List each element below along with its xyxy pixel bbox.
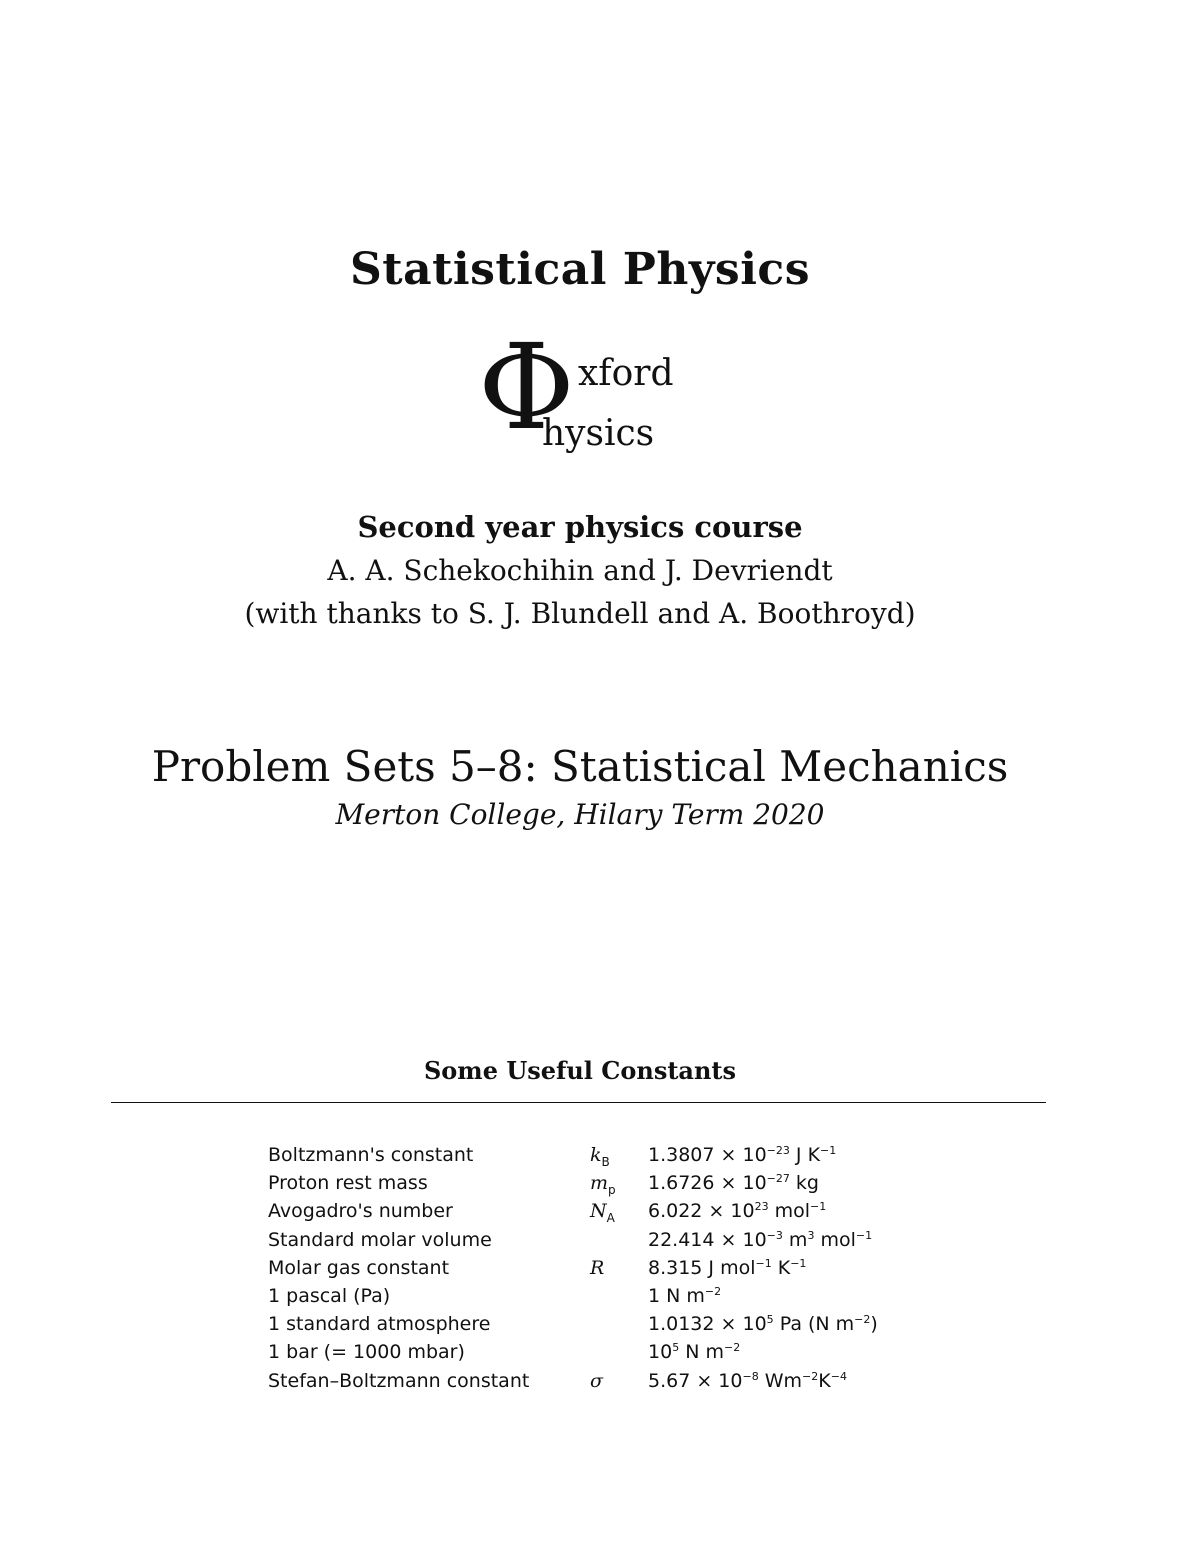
horizontal-rule: [111, 1102, 1046, 1103]
constant-symbol: [590, 1197, 648, 1225]
constant-name: Molar gas constant: [268, 1256, 450, 1279]
constant-row: [268, 1141, 948, 1169]
constant-symbol: [590, 1254, 648, 1282]
constant-name: Standard molar volume: [268, 1228, 492, 1251]
constant-row: [268, 1169, 948, 1197]
constant-value: $5.67 \times 10^{-8}$ $Wm^{-2}K^{-4}$: [648, 1369, 847, 1392]
constant-value: 8.315 J mol$^{-1}$ $K^{-1}$: [648, 1256, 807, 1279]
course-title: Second year physics course: [357, 510, 803, 544]
authors: A. A. Schekochihin and J. Devriendt: [327, 554, 833, 587]
constant-value: $1.3807 \times 10^{-23}$ J $K^{-1}$: [648, 1144, 837, 1166]
constant-symbol-subscript: B: [601, 1154, 610, 1169]
constant-symbol: [590, 1282, 648, 1310]
constant-symbol-letter: k: [590, 1144, 602, 1166]
acknowledgements: (with thanks to S. J. Blundell and A. Boothroyd): [244, 597, 916, 630]
constant-symbol: [590, 1338, 648, 1366]
constant-symbol: [590, 1141, 648, 1169]
phi-logo-icon: Φ: [478, 318, 575, 456]
constant-value: 1 N $m^{-2}$: [648, 1284, 722, 1307]
constant-row: [268, 1338, 948, 1366]
logo-text-physics: hysics: [542, 413, 655, 454]
constant-symbol: [590, 1367, 648, 1395]
constant-symbol-letter: m: [590, 1172, 609, 1195]
constant-value: $6.022 \times 10^{23}$ mol$^{-1}$: [648, 1200, 827, 1223]
constant-name: Stefan–Boltzmann constant: [268, 1369, 530, 1392]
constant-name: 1 standard atmosphere: [268, 1313, 491, 1336]
logo-text-oxford: xford: [578, 353, 674, 394]
constant-value: $22.414 \times 10^{-3}$ $m^3$ mol$^{-1}$: [648, 1228, 873, 1251]
constant-value: $1.6726 \times 10^{-27}$ kg: [648, 1172, 819, 1195]
constant-row: [268, 1367, 948, 1395]
constant-row: [268, 1310, 948, 1338]
constant-symbol: [590, 1310, 648, 1338]
constant-name: Boltzmann's constant: [268, 1144, 474, 1166]
constants-heading: Some Useful Constants: [423, 1056, 737, 1085]
constant-symbol-letter: N: [590, 1200, 607, 1223]
constant-name: Avogadro's number: [268, 1200, 453, 1223]
document-title: Statistical Physics: [350, 244, 810, 295]
constant-name: 1 bar (= 1000 mbar): [268, 1341, 465, 1364]
constant-symbol: [590, 1226, 648, 1254]
oxford-physics-logo: [478, 318, 698, 464]
constant-name: 1 pascal (Pa): [268, 1284, 391, 1307]
constants-table: [268, 1141, 948, 1395]
term-subtitle: Merton College, Hilary Term 2020: [335, 798, 825, 831]
constant-symbol: [590, 1169, 648, 1197]
constant-row: [268, 1282, 948, 1310]
constant-row: [268, 1197, 948, 1225]
constant-symbol-letter: σ: [590, 1369, 603, 1392]
constant-row: [268, 1254, 948, 1282]
constant-name: Proton rest mass: [268, 1172, 428, 1195]
constant-value: $10^5$ N $m^{-2}$: [648, 1341, 741, 1364]
constant-row: [268, 1226, 948, 1254]
problem-sets-title: Problem Sets 5–8: Statistical Mechanics: [151, 742, 1009, 791]
constant-symbol-subscript: p: [608, 1182, 616, 1197]
constant-symbol-subscript: A: [606, 1211, 615, 1226]
constant-value: $1.0132 \times 10^5$ Pa (N $m^{-2}$): [648, 1313, 878, 1336]
constant-symbol-letter: R: [590, 1256, 605, 1279]
